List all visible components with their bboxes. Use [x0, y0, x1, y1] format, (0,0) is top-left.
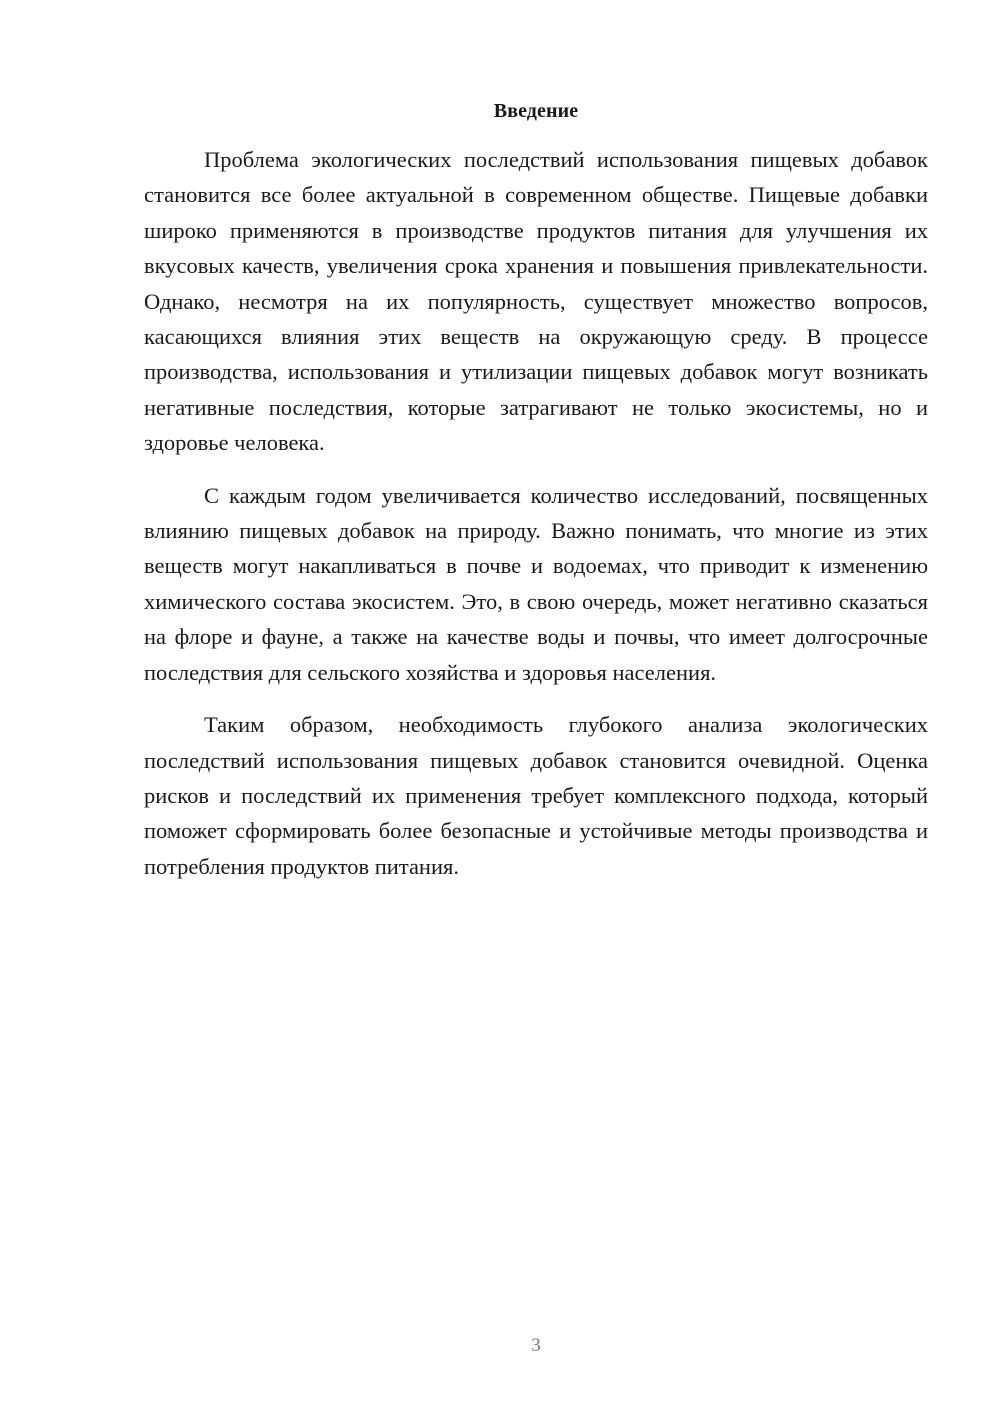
- paragraph-1: Проблема экологических последствий использования пищевых добавок становится все более актуальной в современном обществе. Пищевые добавки широко применяются в производстве продуктов питания для улучшения их вкусовых качеств, увеличения срока хранения и повышения привлекательности. Однако, несмотря на их популярность, существует множество вопросов, касающихся влияния этих веществ на окружающую среду. В процессе производства, использования и утилизации пищевых добавок могут возникать негативные последствия, которые затрагивают не только экосистемы, но и здоровье человека.: [144, 147, 928, 456]
- paragraph-3: Таким образом, необходимость глубокого анализа экологических последствий использования пищевых добавок становится очевидной. Оценка рисков и последствий их применения требует комплексного подхода, который поможет сформировать более безопасные и устойчивые методы производства и потребления продуктов питания.: [144, 712, 928, 879]
- body-text: [144, 142, 928, 884]
- page-number: 3: [531, 1335, 541, 1356]
- paragraph-2: С каждым годом увеличивается количество исследований, посвященных влиянию пищевых добавок на природу. Важно понимать, что многие из этих веществ могут накапливаться в почве и водоемах, что приводит к изменению химического состава экосистем. Это, в свою очередь, может негативно сказаться на флоре и фауне, а также на качестве воды и почвы, что имеет долгосрочные последствия для сельского хозяйства и здоровья населения.: [144, 482, 928, 685]
- section-heading: Введение: [493, 100, 579, 122]
